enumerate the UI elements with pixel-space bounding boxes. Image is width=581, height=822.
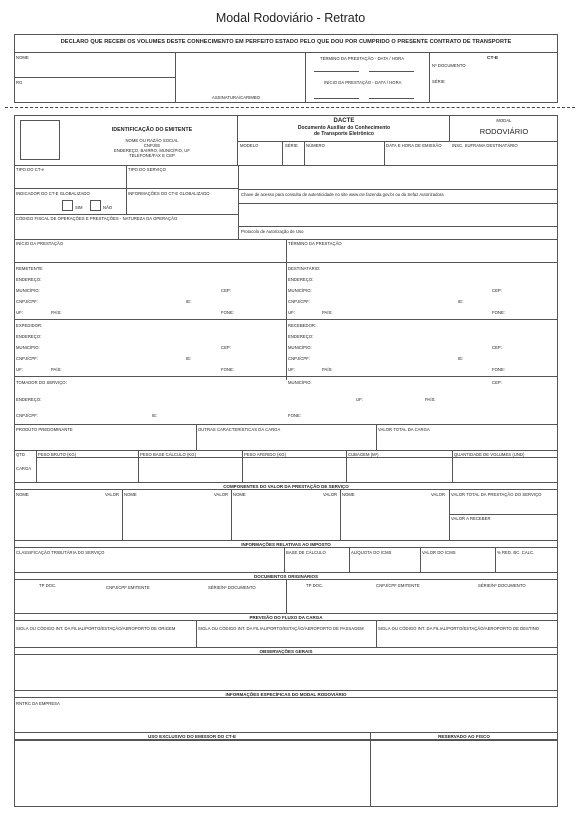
modal-info-section-title: INFORMAÇÕES ESPECÍFICAS DO MODAL RODOVIÁRIO	[14, 690, 558, 698]
emitente-line3: ENDEREÇO, BAIRRO, MUNICÍPIO, UF	[113, 148, 190, 153]
remetente-municipio: MUNICÍPIO:	[16, 288, 40, 293]
doc-tp-1: TP DOC.	[39, 583, 57, 588]
emitente-line2: CNPJ/IE	[143, 143, 161, 148]
qtd-label: QTD	[16, 452, 25, 457]
destinatario-cnpj: CNPJ/CPF:	[288, 299, 311, 304]
documentos-section-title: DOCUMENTOS ORIGINÁRIOS	[14, 572, 558, 580]
receipt-termino-label: TÉRMINO DA PRESTAÇÃO - DATA / HORA	[320, 56, 405, 61]
receipt-declaration: DECLARO QUE RECEBI OS VOLUMES DESTE CONHECIMENTO EM PERFEITO ESTADO PELO QUE DOU POR CUMPRIDO O PRESENTE CONTRATO DE TRANSPORTE	[60, 39, 512, 45]
remetente-ie: IE:	[186, 299, 192, 304]
receipt-nome-label: NOME	[16, 55, 29, 60]
dacte-subtitle1: Documento Auxiliar do Conhecimento	[297, 125, 391, 131]
modal-value: RODOVIÁRIO	[479, 127, 529, 136]
fluxo-destino-label: SIGLA OU CÓDIGO INT. DA FILIAL/PORTO/ESTAÇÃO/AEROPORTO DE DESTINO	[378, 626, 540, 631]
tomador-fone: FONE:	[288, 413, 302, 418]
info-globalizado-label: INFORMAÇÕES DO CT-E GLOBALIZADO	[128, 191, 210, 196]
destinatario-municipio: MUNICÍPIO:	[288, 288, 312, 293]
comp-valor-3: VALOR	[323, 492, 338, 497]
remetente-cnpj: CNPJ/CPF:	[16, 299, 39, 304]
rntrc-label: RNTRC DA EMPRESA	[16, 701, 60, 706]
emitente-title: IDENTIFICAÇÃO DO EMITENTE	[111, 127, 193, 133]
dacte-subtitle2: de Transporte Eletrônico	[313, 131, 375, 137]
recebedor-fone: FONE:	[492, 367, 506, 372]
destinatario-ie: IE:	[458, 299, 464, 304]
data-emissao-label: DATA E HORA DE EMISSÃO	[386, 143, 442, 148]
base-calculo-label: BASE DE CÁLCULO	[286, 550, 326, 555]
tomador-cnpj: CNPJ/CPF:	[16, 413, 39, 418]
classificacao-label: CLASSIFICAÇÃO TRIBUTÁRIA DO SERVIÇO	[16, 550, 105, 555]
peso-bruto-label: PESO BRUTO (KG)	[38, 452, 77, 457]
volumes-label: QUANTIDADE DE VOLUMES (UND)	[454, 452, 525, 457]
peso-aferido-label: PESO AFERIDO (KG)	[244, 452, 287, 457]
tipo-servico-label: TIPO DO SERVIÇO	[128, 167, 166, 172]
expedidor-municipio: MUNICÍPIO:	[16, 345, 40, 350]
receipt-inicio-label: INÍCIO DA PRESTAÇÃO - DATA / HORA	[324, 80, 402, 85]
valor-carga-label: VALOR TOTAL DA CARGA	[378, 427, 430, 432]
termino-prestacao-label: TÉRMINO DA PRESTAÇÃO	[288, 241, 342, 246]
comp-valor-total-label: VALOR TOTAL DA PRESTAÇÃO DO SERVIÇO	[451, 492, 542, 497]
comp-valor-receber-label: VALOR A RECEBER	[451, 516, 491, 521]
expedidor-cnpj: CNPJ/CPF:	[16, 356, 39, 361]
sim-label: SIM	[75, 205, 83, 210]
reducao-label: % RED. BC. CALC.	[497, 550, 535, 555]
nao-label: NÃO	[103, 205, 113, 210]
doc-tp-2: TP DOC.	[306, 583, 324, 588]
inicio-prestacao-label: INÍCIO DA PRESTAÇÃO	[16, 241, 64, 246]
sim-checkbox[interactable]	[62, 200, 73, 211]
modal-label: MODAL	[496, 118, 512, 123]
cut-line	[5, 107, 575, 108]
expedidor-fone: FONE:	[221, 367, 235, 372]
remetente-pais: PAÍS:	[51, 310, 62, 315]
page-title: Modal Rodoviário - Retrato	[215, 11, 366, 25]
dacte-title: DACTE	[333, 118, 355, 124]
logo-placeholder	[20, 120, 60, 160]
fluxo-passagem-label: SIGLA OU CÓDIGO INT. DA FILIAL/PORTO/ESTAÇÃO/AEROPORTO DE PASSAGEM	[198, 626, 364, 631]
expedidor-label: EXPEDIDOR:	[16, 323, 43, 328]
receipt-cte-label: CT-E	[487, 56, 499, 61]
destinatario-uf: UF:	[288, 310, 295, 315]
doc-cnpj-1: CNPJ/CPF EMITENTE	[106, 585, 150, 590]
tipo-cte-label: TIPO DO CT-e	[16, 167, 45, 172]
expedidor-ie: IE:	[186, 356, 192, 361]
recebedor-endereco: ENDEREÇO:	[288, 334, 314, 339]
suframa-label: INSC. SUFRAMA DESTINATÁRIO	[452, 143, 518, 148]
produto-label: PRODUTO PREDOMINANTE	[16, 427, 73, 432]
doc-cnpj-2: CNPJ/CPF EMITENTE	[376, 583, 420, 588]
fluxo-origem-label: SIGLA OU CÓDIGO INT. DA FILIAL/PORTO/ESTAÇÃO/AEROPORTO DE ORIGEM	[16, 626, 176, 631]
recebedor-ie: IE:	[458, 356, 464, 361]
componentes-section-title: COMPONENTES DO VALOR DA PRESTAÇÃO DE SERVIÇO	[14, 482, 558, 490]
emissor-label: USO EXCLUSIVO DO EMISSOR DO CT-E	[147, 734, 237, 739]
modelo-label: MODELO	[240, 143, 259, 148]
remetente-endereco: ENDEREÇO:	[16, 277, 42, 282]
cubagem-label: CUBAGEM (M³)	[348, 452, 379, 457]
remetente-cep: CEP:	[221, 288, 231, 293]
numero-label: NÚMERO	[306, 143, 325, 148]
tomador-label: TOMADOR DO SERVIÇO:	[16, 380, 67, 385]
tomador-cep: CEP:	[492, 380, 502, 385]
expedidor-cep: CEP:	[221, 345, 231, 350]
tomador-endereco: ENDEREÇO:	[16, 397, 42, 402]
protocolo-label: Protocolo de Autorização de Uso	[241, 229, 304, 234]
recebedor-cep: CEP:	[492, 345, 502, 350]
destinatario-cep: CEP:	[492, 288, 502, 293]
expedidor-pais: PAÍS:	[51, 367, 62, 372]
recebedor-label: RECEBEDOR:	[288, 323, 317, 328]
fluxo-section-title: PREVISÃO DO FLUXO DA CARGA	[14, 613, 558, 621]
remetente-label: REMETENTE:	[16, 266, 44, 271]
comp-nome-3: NOME	[233, 492, 246, 497]
nao-checkbox[interactable]	[90, 200, 101, 211]
chave-acesso-label: Chave de acesso para consulta de autenticidade no site www.cte.fazenda.gov.br ou da Sefaz Autorizadora	[241, 192, 444, 197]
receipt-numero-label: Nº DOCUMENTO	[432, 63, 466, 68]
tomador-pais: PAÍS:	[425, 397, 436, 402]
globalizado-label: INDICADOR DO CT-E GLOBALIZADO	[16, 191, 90, 196]
comp-valor-4: VALOR	[431, 492, 446, 497]
emitente-line1: NOME OU RAZÃO SOCIAL	[125, 138, 179, 143]
valor-icms-label: VALOR DO ICMS	[422, 550, 456, 555]
comp-nome-1: NOME	[16, 492, 29, 497]
remetente-fone: FONE:	[221, 310, 235, 315]
receipt-serie-label: SÉRIE	[432, 79, 445, 84]
destinatario-label: DESTINATÁRIO:	[288, 266, 321, 271]
destinatario-pais: PAÍS:	[322, 310, 333, 315]
recebedor-cnpj: CNPJ/CPF:	[288, 356, 311, 361]
tomador-uf: UF:	[356, 397, 363, 402]
recebedor-uf: UF:	[288, 367, 295, 372]
emitente-line4: TELEFONE/FAX E CEP	[129, 153, 175, 158]
doc-serie-2: SÉRIE/Nº DOCUMENTO	[478, 583, 526, 588]
receipt-rg-label: RG	[16, 80, 23, 85]
fisco-label: RESERVADO AO FISCO	[438, 734, 490, 739]
observacoes-section-title: OBSERVAÇÕES GERAIS	[14, 647, 558, 655]
comp-nome-4: NOME	[342, 492, 355, 497]
recebedor-municipio: MUNICÍPIO:	[288, 345, 312, 350]
imposto-section-title: INFORMAÇÕES RELATIVAS AO IMPOSTO	[14, 540, 558, 548]
aliquota-label: ALÍQUOTA DO ICMS	[351, 550, 392, 555]
remetente-uf: UF:	[16, 310, 23, 315]
cfop-label: CÓDIGO FISCAL DE OPERAÇÕES E PRESTAÇÕES - NATUREZA DA OPERAÇÃO	[16, 216, 178, 221]
tomador-ie: IE:	[152, 413, 158, 418]
doc-serie-1: SÉRIE/Nº DOCUMENTO	[208, 585, 256, 590]
outras-carac-label: OUTRAS CARACTERÍSTICAS DA CARGA	[198, 427, 281, 432]
comp-valor-1: VALOR	[105, 492, 120, 497]
destinatario-fone: FONE:	[492, 310, 506, 315]
expedidor-endereco: ENDEREÇO:	[16, 334, 42, 339]
comp-nome-2: NOME	[124, 492, 137, 497]
carga-label: CARGA	[16, 466, 32, 471]
expedidor-uf: UF:	[16, 367, 23, 372]
peso-base-label: PESO BASE CÁLCULO (KG)	[140, 452, 197, 457]
destinatario-endereco: ENDEREÇO:	[288, 277, 314, 282]
tomador-municipio: MUNICÍPIO:	[288, 380, 312, 385]
serie-label: SÉRIE	[285, 143, 298, 148]
recebedor-pais: PAÍS:	[322, 367, 333, 372]
comp-valor-2: VALOR	[214, 492, 229, 497]
receipt-assinatura-label: ASSINATURA/CARIMBO	[212, 95, 261, 100]
